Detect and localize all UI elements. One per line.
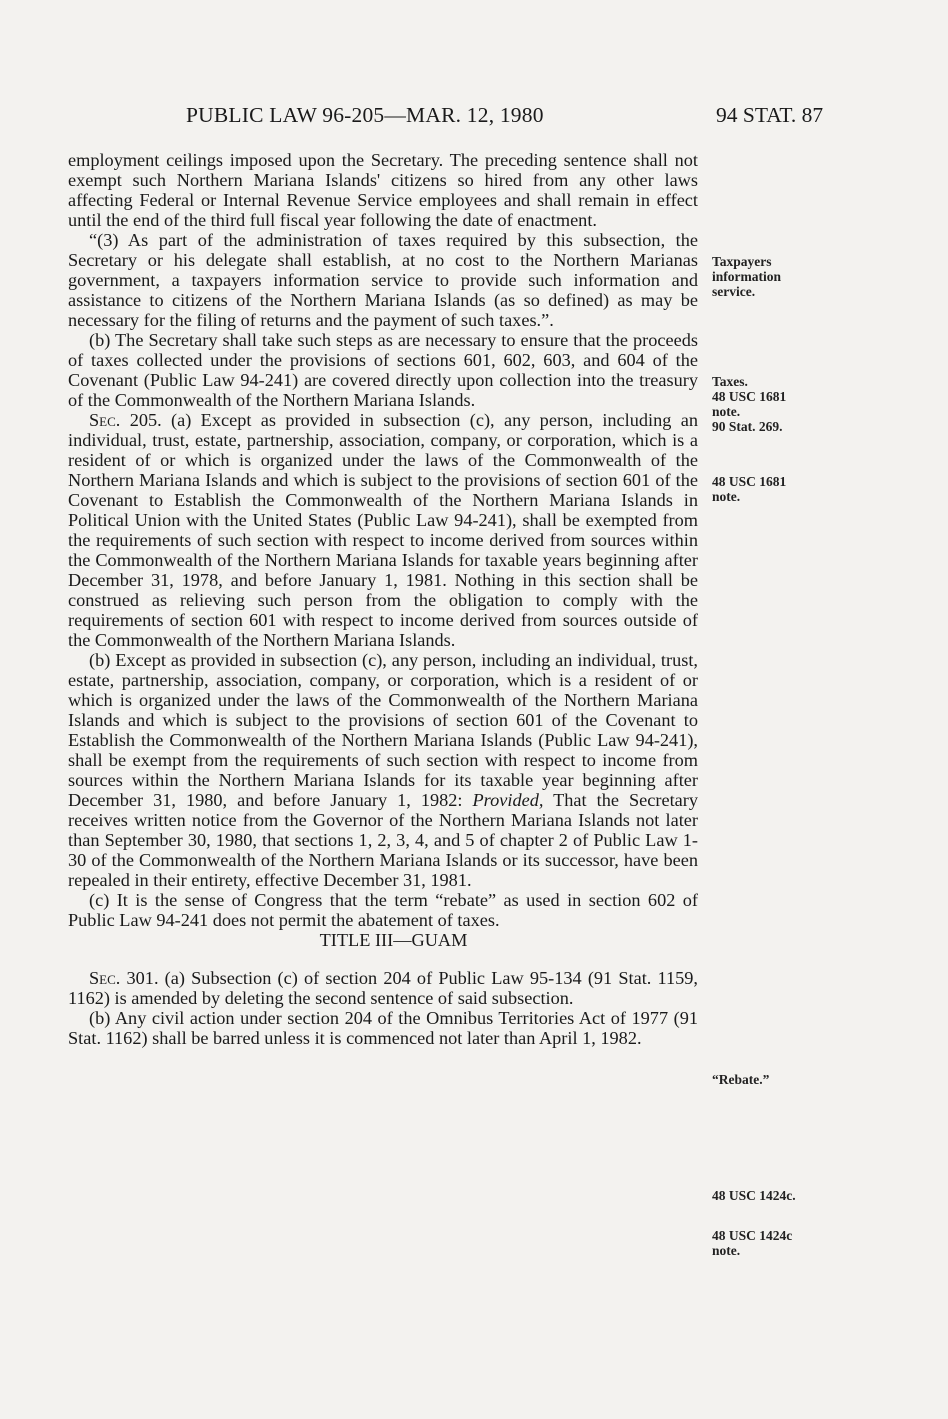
paragraph-section-301a [68, 968, 698, 1008]
running-header-page-number: 94 STAT. 87 [716, 103, 824, 127]
margin-note-line: service. [712, 284, 756, 299]
paragraph-section-205a [68, 410, 698, 650]
paragraph-section-301b: (b) Any civil action under section 204 of the Omnibus Territories Act of 1977 (91 Stat. 1162) shall be barred unless it is commenced not later than April 1, 1982. [68, 1008, 698, 1048]
provided-keyword: Provided, [472, 790, 544, 810]
margin-note-line: note. [712, 404, 741, 419]
margin-note-line: 90 Stat. 269. [712, 419, 783, 434]
margin-note-48usc1424c [712, 1188, 862, 1203]
section-205b-text-b: That the Secretary receives written notice from the Governor of the Northern Mariana Islands not later than September 30, 1980, that sections 1, 2, 3, 4, and 5 of chapter 2 of Public Law 1-30 of the Commonwealth of the Northern Mariana Islands or its successor, have been repealed in their entirety, effective December 31, 1981. [68, 790, 698, 890]
margin-note-line: Taxes. [712, 374, 748, 389]
margin-note-line: note. [712, 489, 741, 504]
margin-note-taxes [712, 374, 862, 434]
margin-note-line: note. [712, 1243, 741, 1258]
margin-note-line: Taxpayers [712, 254, 772, 269]
margin-note-48usc1681 [712, 474, 862, 504]
margin-note-line: 48 USC 1681 [712, 474, 787, 489]
section-label: Sec. [89, 968, 121, 988]
margin-note-line: “Rebate.” [712, 1072, 770, 1087]
paragraph-taxpayers-information: “(3) As part of the administration of taxes required by this subsection, the Secretary or his delegate shall establish, at no cost to the Northern Marianas government, a taxpayers information service to provide such information and assistance to citizens of the Northern Mariana Islands (as so defined) as may be necessary for the filing of returns and the payment of such taxes.”. [68, 230, 698, 330]
margin-note-line: information [712, 269, 781, 284]
running-header-title: PUBLIC LAW 96-205—MAR. 12, 1980 [186, 103, 544, 127]
margin-note-taxpayers [712, 254, 862, 299]
section-label: Sec. [89, 410, 121, 430]
paragraph-section-205c: (c) It is the sense of Congress that the term “rebate” as used in section 602 of Public Law 94-241 does not permit the abatement of taxes. [68, 890, 698, 930]
margin-note-line: 48 USC 1424c. [712, 1188, 796, 1203]
paragraph-section-205b [68, 650, 698, 890]
paragraph-employment-ceilings: employment ceilings imposed upon the Secretary. The preceding sentence shall not exempt such Northern Mariana Islands' citizens so hired from any other laws affecting Federal or Internal Revenue Service employees and shall remain in effect until the end of the third full fiscal year following the date of enactment. [68, 150, 698, 230]
body-text [68, 150, 698, 1048]
margin-note-48usc1424c-note [712, 1228, 862, 1258]
paragraph-tax-proceeds: (b) The Secretary shall take such steps as are necessary to ensure that the proceeds of taxes collected under the provisions of sections 601, 602, 603, and 604 of the Covenant (Public Law 94-241) are covered directly upon collection into the treasury of the Commonwealth of the Northern Mariana Islands. [68, 330, 698, 410]
margin-note-line: 48 USC 1424c [712, 1228, 793, 1243]
section-301a-text: 301. (a) Subsection (c) of section 204 of Public Law 95-134 (91 Stat. 1159, 1162) is amended by deleting the second sentence of said subsection. [68, 968, 698, 1008]
margin-note-rebate [712, 1072, 862, 1087]
section-205b-text-a: (b) Except as provided in subsection (c), any person, including an individual, trust, estate, partnership, association, company, or corporation, which is a resident of or which is organized under the laws of the Commonwealth of the Northern Mariana Islands and which is subject to the provisions of section 601 of the Covenant to Establish the Commonwealth of the Northern Mariana Islands (Public Law 94-241), shall be exempt from the requirements of such section with respect to income from sources within the Northern Mariana Islands for its taxable year beginning after December 31, 1980, and before January 1, 1982: [68, 650, 698, 810]
section-205a-text: 205. (a) Except as provided in subsection (c), any person, including an individual, trust, estate, partnership, association, company, or corporation, which is a resident of or which is organized under the laws of the Commonwealth of the Northern Mariana Islands and which is subject to the provisions of section 601 of the Covenant to Establish the Commonwealth of the Northern Mariana Islands in Political Union with the United States (Public Law 94-241), shall be exempted from the requirements of such section with respect to income derived from sources within the Commonwealth of the Northern Mariana Islands for taxable years beginning after December 31, 1978, and before January 1, 1981. Nothing in this section shall be construed as relieving such person from the obligation to comply with the requirements of section 601 with respect to income derived from sources outside of the Commonwealth of the Northern Mariana Islands. [68, 410, 698, 650]
title-heading: TITLE III—GUAM [319, 930, 468, 950]
margin-note-line: 48 USC 1681 [712, 389, 787, 404]
